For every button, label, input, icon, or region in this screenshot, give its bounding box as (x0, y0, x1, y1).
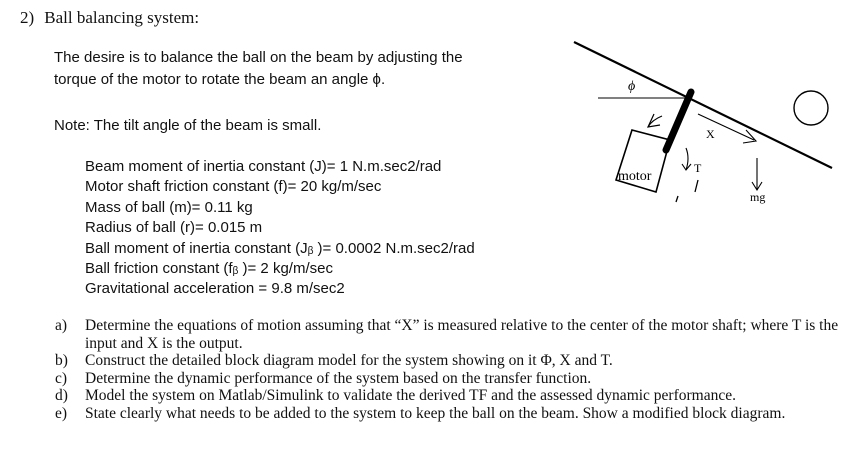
param-gravity: Gravitational acceleration = 9.8 m/sec2 (85, 280, 345, 298)
question-list (55, 317, 845, 423)
question-b (55, 352, 845, 370)
question-label: d) (55, 387, 68, 405)
question-text: Model the system on Matlab/Simulink to validate the derived TF and the assessed dynamic performance. (85, 387, 736, 405)
note-text: Note: The tilt angle of the beam is small. (54, 117, 322, 134)
param-motor-friction: Motor shaft friction constant (f)= 20 kg/m/sec (85, 178, 382, 196)
mg-label: mg (750, 190, 766, 204)
param-ball-radius: Radius of ball (r)= 0.015 m (85, 219, 263, 237)
param-beam-inertia: Beam moment of inertia constant (J)= 1 N.m.sec2/rad (85, 158, 442, 175)
phi-label: ϕ (628, 79, 636, 94)
param-ball-friction: Ball friction constant (fᵦ )= 2 kg/m/sec (85, 260, 333, 278)
param-ball-mass: Mass of ball (m)= 0.11 kg (85, 198, 253, 216)
beam-line (574, 42, 832, 168)
problem-number: 2) (20, 8, 35, 27)
motor-tick-mark (695, 180, 698, 192)
x-label: X (706, 127, 715, 141)
motor-label: motor (618, 169, 652, 184)
motor-tick-mark (676, 196, 678, 202)
question-e (55, 405, 845, 423)
question-label: c) (55, 369, 68, 387)
intro-paragraph (54, 47, 463, 91)
question-text: State clearly what needs to be added to the system to keep the ball on the beam. Show a modified block diagram. (85, 404, 786, 422)
question-text: Construct the detailed block diagram model for the system showing on it Φ, X and T. (85, 352, 613, 370)
t-arrow (686, 148, 688, 170)
problem-heading (20, 8, 199, 28)
intro-line-2: torque of the motor to rotate the beam an angle ϕ. (54, 71, 386, 88)
question-label: b) (55, 352, 68, 370)
t-label: T (694, 161, 702, 175)
question-a (55, 317, 845, 352)
question-label: e) (55, 404, 68, 422)
x-arrowhead (743, 130, 756, 143)
question-label: a) (55, 317, 68, 334)
question-text: Determine the equations of motion assuming that “X” is measured relative to the center of the motor shaft; where T is the input and X is the output. (85, 317, 839, 352)
problem-title: Ball balancing system: (44, 8, 200, 27)
question-text: Determine the dynamic performance of the system based on the transfer function. (85, 369, 592, 387)
question-d (55, 387, 845, 405)
intro-line-1: The desire is to balance the ball on the beam by adjusting the (54, 49, 463, 66)
question-c (55, 370, 845, 388)
ball-beam-diagram (570, 30, 840, 230)
ball (794, 91, 828, 125)
parameter-list (85, 157, 475, 300)
param-ball-inertia: Ball moment of inertia constant (Jᵦ )= 0.0002 N.m.sec2/rad (85, 239, 475, 257)
